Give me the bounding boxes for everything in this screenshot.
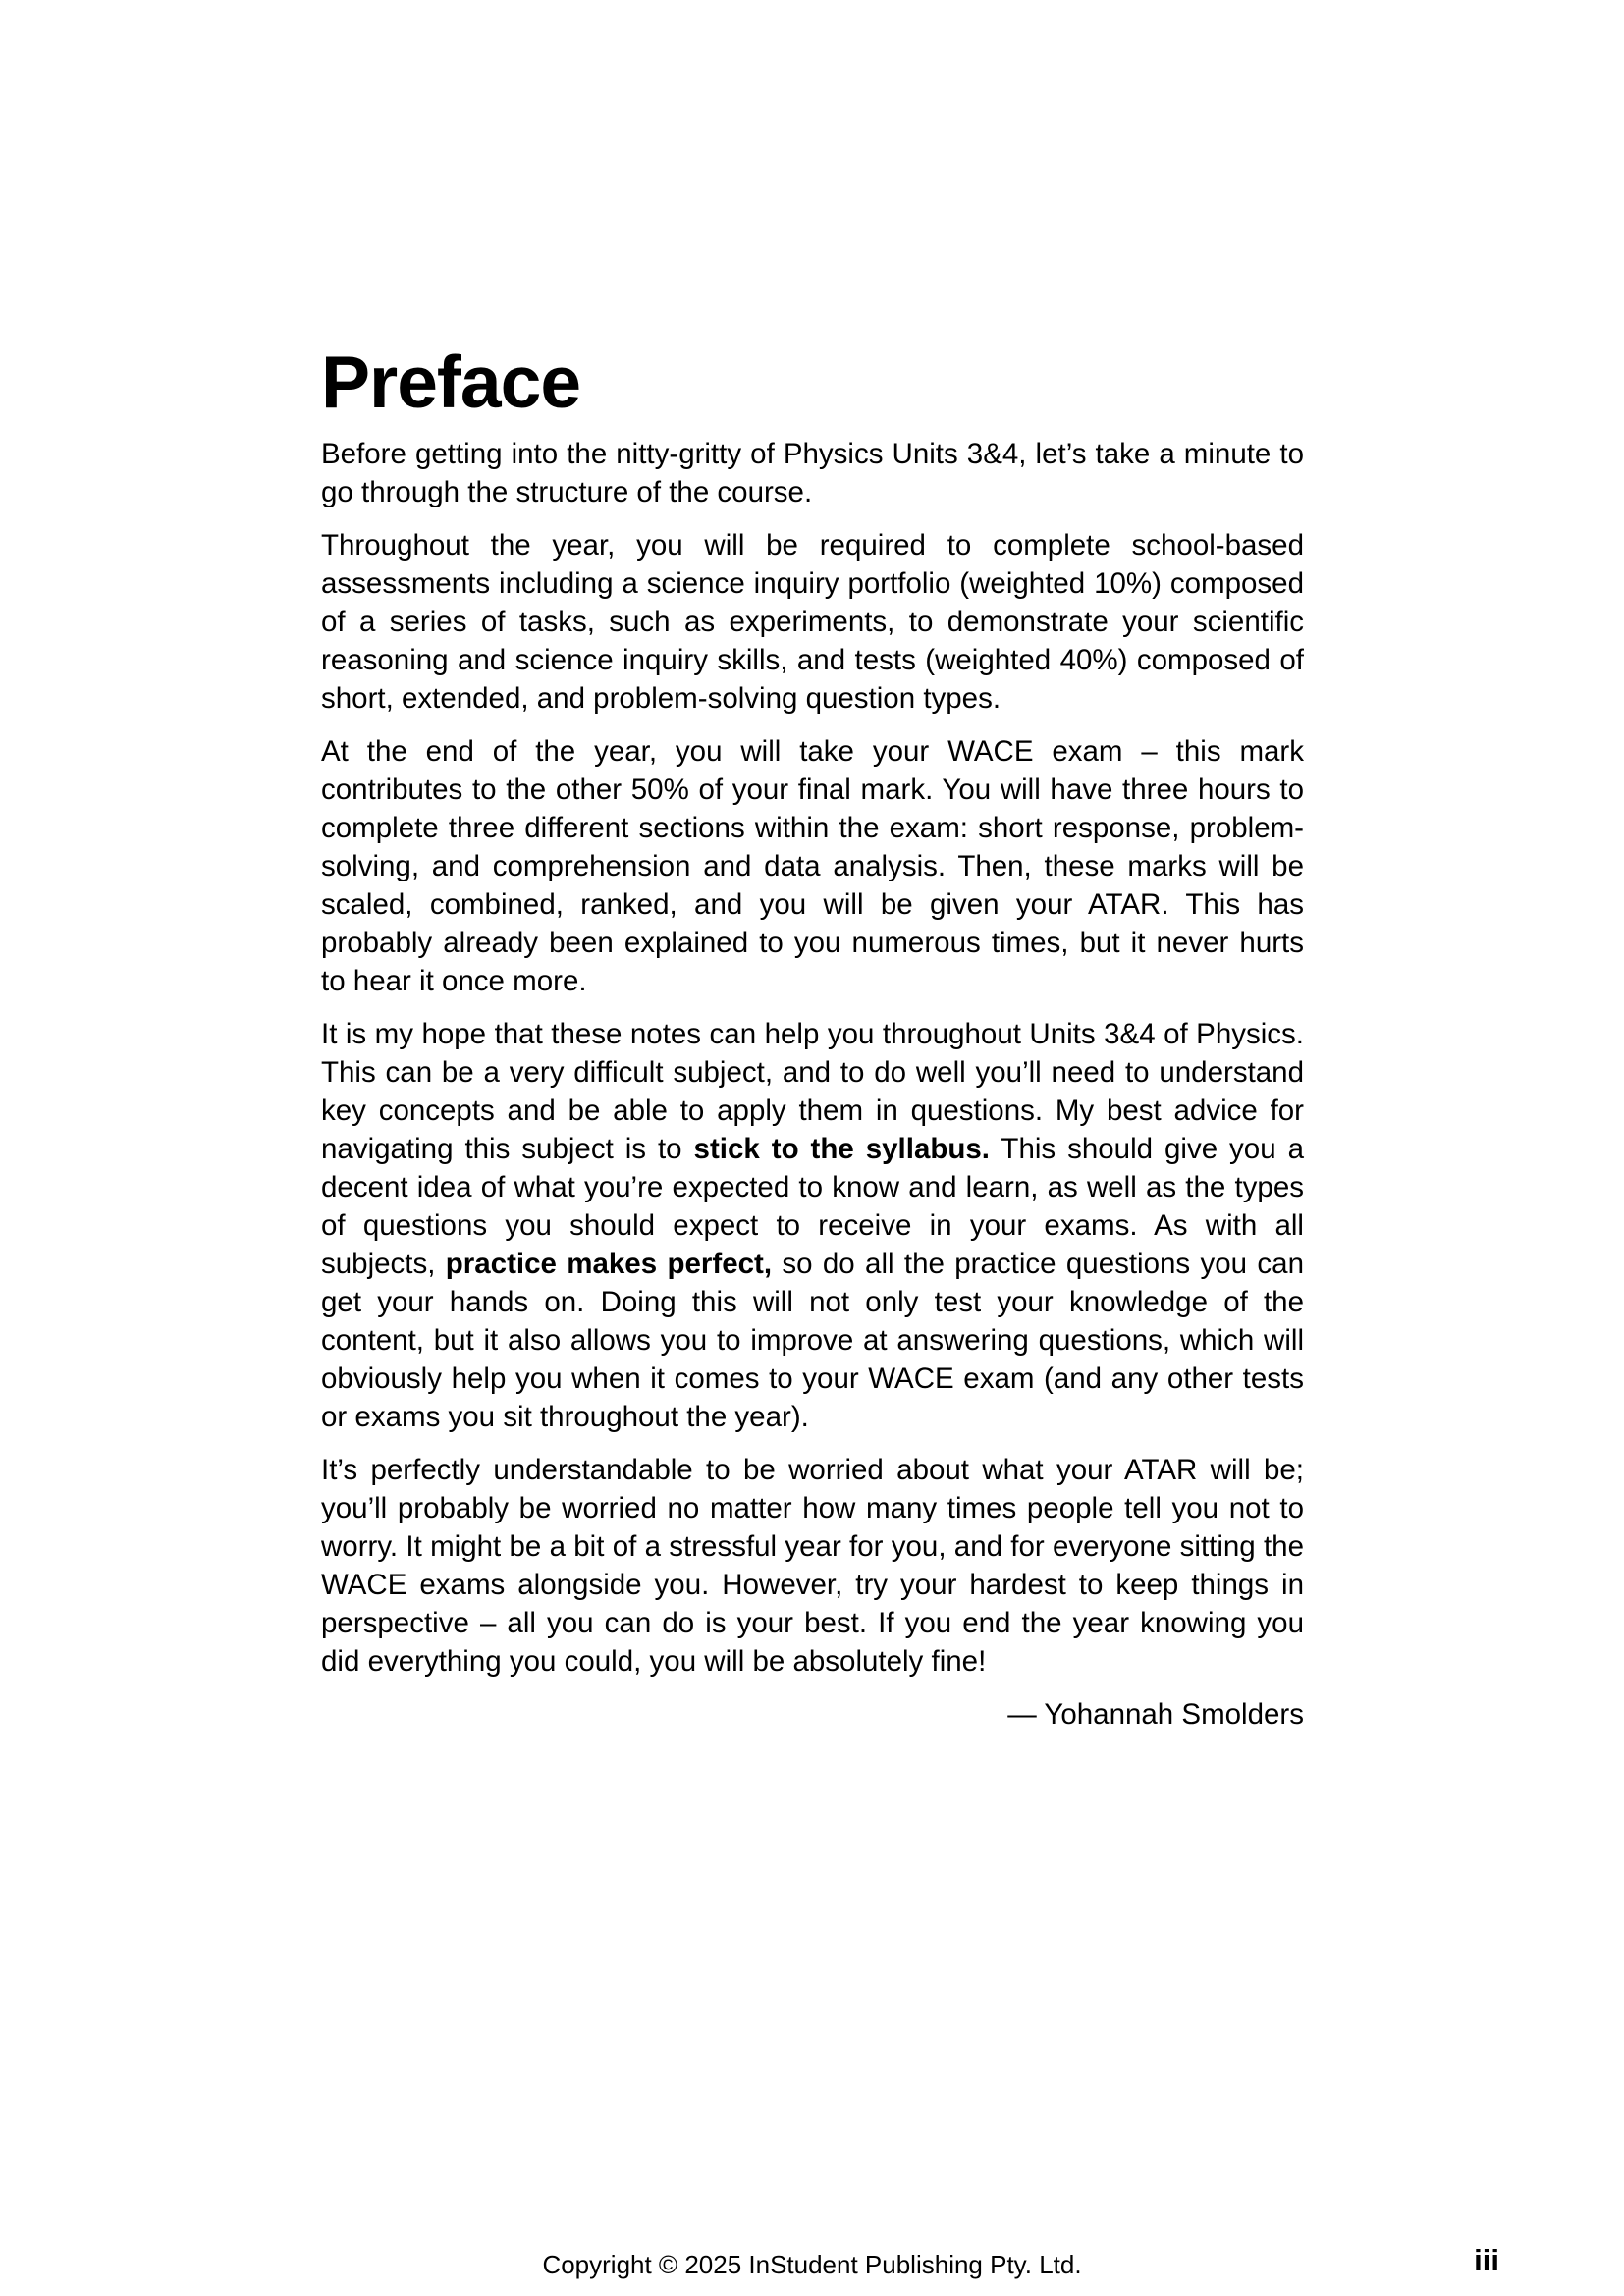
author-attribution: — Yohannah Smolders [1007,1698,1304,1731]
text-run: At the end of the year, you will take your WACE exam – this mark contributes to the other 50% of your final mark. You will have three hours to complete three different sections within the exam: short response, problem-solving, and comprehension and data analysis. Then, these marks will be scaled, combined, ranked, and you will be given your ATAR. This has probably already been explained to you numerous times, but it never hurts to hear it once more. [321,735,1304,997]
footer-copyright: Copyright © 2025 InStudent Publishing Pty. Ltd. [542,2250,1082,2279]
text-run: It’s perfectly understandable to be worried about what your ATAR will be; you’ll probably be worried no matter how many times people tell you not to worry. It might be a bit of a stressful year for you, and for everyone sitting the WACE exams alongside you. However, try your hardest to keep things in perspective – all you can do is your best. If you end the year knowing you did everything you could, you will be absolutely fine! [321,1454,1304,1678]
body-paragraph [321,1015,1304,1436]
bold-text-run: stick to the syllabus. [693,1133,990,1165]
body-paragraph [321,732,1304,1000]
text-run: It is my hope that these notes can help you throughout Units 3&4 of Physics. This can be a very difficult subject, and to do well you’ll need to understand key concepts and be able to apply them in questions. My best advice for navigating this subject is to [321,1018,1304,1165]
text-run: Before getting into the nitty-gritty of Physics Units 3&4, let’s take a minute to go through the structure of the course. [321,438,1304,508]
page-title: Preface [321,341,581,423]
bold-text-run: practice makes perfect, [445,1248,773,1280]
text-run: Throughout the year, you will be required to complete school-based assessments including a science inquiry portfolio (weighted 10%) composed of a series of tasks, such as experiments, to demonstrate your scientific reasoning and science inquiry skills, and tests (weighted 40%) composed of short, extended, and problem-solving question types. [321,529,1304,715]
footer-page-number: iii [1474,2243,1499,2277]
body-paragraph [321,526,1304,718]
body-paragraph [321,435,1304,511]
body-paragraph [321,1451,1304,1681]
text-run: so do all the practice questions you can get your hands on. Doing this will not only test your knowledge of the content, but it also allows you to improve at answering questions, which will obviously help you when it comes to your WACE exam (and any other tests or exams you sit throughout the year). [321,1248,1304,1433]
body-paragraphs [321,435,1304,1681]
preface-content [321,341,1304,1734]
text-run: This should give you a decent idea of what you’re expected to know and learn, as well as the types of questions you should expect to receive in your exams. As with all subjects, [321,1133,1304,1280]
